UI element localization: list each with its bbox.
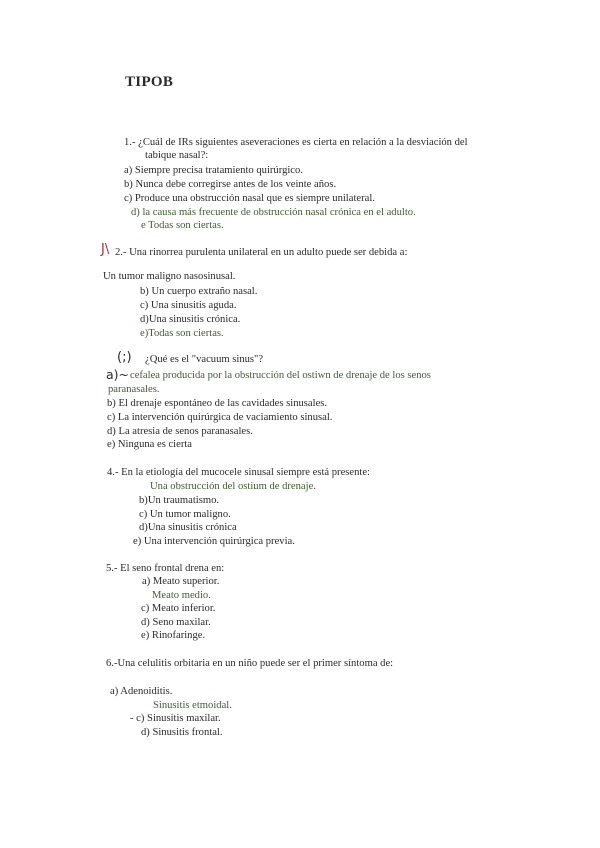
q2-option-e: e)Todas son ciertas. <box>140 328 224 339</box>
q1-option-e: e Todas son ciertas. <box>141 220 224 231</box>
q2-stem: 2.- Una rinorrea purulenta unilateral en un adulto puede ser debida a: <box>115 247 408 258</box>
q2-handwritten-mark: J\ <box>101 242 110 257</box>
q3-stem: ¿Qué es el "vacuum sinus"? <box>145 354 264 365</box>
q4-option-a: Una obstrucción del ostium de drenaje. <box>150 481 316 492</box>
q5-option-a: a) Meato superior. <box>142 576 220 587</box>
q6-stem: 6.-Una celulitis orbitaria en un niño puede ser el primer síntoma de: <box>106 658 394 669</box>
q1-option-c: c) Produce una obstrucción nasal que es siempre unilateral. <box>124 193 375 204</box>
q2-option-c: c) Una sinusitis aguda. <box>140 300 237 311</box>
q2-option-b: b) Un cuerpo extraño nasal. <box>140 286 258 297</box>
q3-option-c: c) La intervención quirúrgica de vaciamiento sinusal. <box>107 412 333 423</box>
q2-option-d: d)Una sinusitis crónica. <box>140 314 241 325</box>
q6-option-b: Sinusitis etmoidal. <box>153 700 232 711</box>
q1-stem-line1: 1.- ¿Cuál de IRs siguientes aseveraciones es cierta en relación a la desviación del <box>124 137 468 148</box>
q5-option-b: Meato medio. <box>152 590 211 601</box>
q4-option-d: d)Una sinusitis crónica <box>139 522 237 533</box>
q5-option-d: d) Seno maxilar. <box>141 617 211 628</box>
q1-option-d: d) la causa más frecuente de obstrucción nasal crónica en el adulto. <box>131 207 416 218</box>
q3-option-b: b) El drenaje espontáneo de las cavidades sinusales. <box>107 398 328 409</box>
q4-option-b: b)Un traumatismo. <box>139 495 220 506</box>
q5-option-e: e) Rinofaringe. <box>141 630 206 641</box>
q3-handwritten-mark: (;) <box>117 350 132 365</box>
document-title: TIPOB <box>125 74 174 90</box>
q3-option-e: e) Ninguna es cierta <box>107 439 193 450</box>
q6-option-d: d) Sinusitis frontal. <box>141 727 223 738</box>
q4-option-e: e) Una intervención quirúrgica previa. <box>133 536 295 547</box>
q5-option-c: c) Meato inferior. <box>141 603 216 614</box>
q4-stem: 4.- En la etiología del mucocele sinusal siempre está presente: <box>107 467 370 478</box>
q4-option-c: c) Un tumor maligno. <box>139 509 231 520</box>
q6-option-c: - c) Sinusitis maxilar. <box>130 713 221 724</box>
q5-stem: 5.- El seno frontal drena en: <box>106 563 225 574</box>
q6-option-a: a) Adenoiditis. <box>110 686 173 697</box>
q1-option-b: b) Nunca debe corregirse antes de los veinte años. <box>124 179 337 190</box>
q3-option-a-line2: paranasales. <box>108 384 160 395</box>
q2-option-a: Un tumor maligno nasosinusal. <box>103 271 236 282</box>
q1-option-a: a) Siempre precisa tratamiento quirúrgico. <box>124 165 303 176</box>
q3-option-d: d) La atresia de senos paranasales. <box>107 426 253 437</box>
q3-option-a-label: a)~ <box>106 367 130 382</box>
q3-option-a-line1: cefalea producida por la obstrucción del ostiwn de drenaje de los senos <box>130 370 431 381</box>
q1-stem-line2: tabique nasal?: <box>145 150 209 161</box>
